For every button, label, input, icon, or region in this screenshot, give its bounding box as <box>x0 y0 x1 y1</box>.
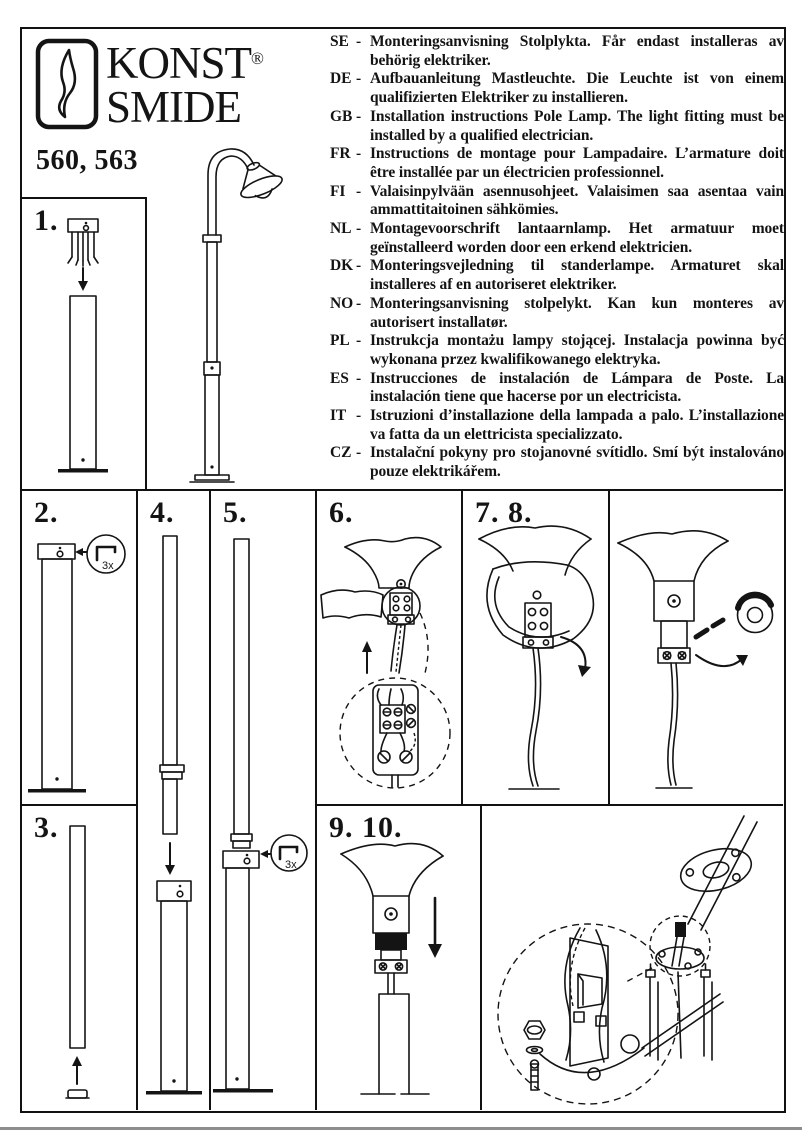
lang-text: Instructions de montage pour Lampadaire. L’armature doit être installée par un électricien professionnel. <box>370 145 784 181</box>
step4-upper-pole-into-base-illustration <box>138 491 207 1108</box>
up-arrow-icon <box>362 641 372 673</box>
down-arrow-icon <box>78 268 88 291</box>
lang-text: Monteringsanvisning Stolplykta. Får endast installeras av behörig elektriker. <box>370 33 784 69</box>
list-item <box>330 257 784 294</box>
panel-step-5 <box>211 489 317 1110</box>
lang-text: Valaisinpylvään asennusohjeet. Valaisimen saa asentaa vain ammattitaitoinen sähkömies. <box>370 182 784 219</box>
separator: - <box>356 182 362 200</box>
anchor-top-magnifier <box>650 916 710 976</box>
step9-10-head-onto-pole-illustration <box>317 806 478 1108</box>
lang-code: IT <box>330 407 347 425</box>
rotate-arrow-icon <box>696 655 748 666</box>
tape-roll-icon <box>696 595 773 637</box>
list-item <box>330 444 784 481</box>
separator: - <box>356 332 362 350</box>
separator: - <box>356 33 362 50</box>
step8-tape-sealing-illustration <box>610 491 783 802</box>
lang-code: DE <box>330 70 352 88</box>
panel-step-7-8 <box>463 489 610 804</box>
list-item <box>330 332 784 369</box>
panel-step-8-taping <box>610 489 783 804</box>
panel-step-3 <box>22 804 138 1110</box>
terminal-detail-magnifier <box>340 678 450 788</box>
left-arrow-icon <box>75 548 86 556</box>
lamp-head <box>345 538 441 588</box>
brand-line2: SMIDE <box>106 82 242 132</box>
step3-pole-plug-illustration <box>22 806 134 1108</box>
pole-lamp-illustration <box>180 135 304 489</box>
lang-text: Instalační pokyny pro stojanovné svítidlo. Smí být instalováno pouze elektrikářem. <box>370 444 784 481</box>
pole-base-section <box>361 994 429 1094</box>
lang-code: GB <box>330 107 353 125</box>
list-item <box>330 145 784 182</box>
step5-pole-joint-fastening-illustration <box>211 491 313 1108</box>
lang-text: Monteringsanvisning stolpelykt. Kan kun monteres av autorisert installatør. <box>370 294 784 331</box>
pole-base-section <box>58 296 108 473</box>
step2-pole-cap-illustration <box>22 491 134 802</box>
lang-text: Aufbauanleitung Mastleuchte. Die Leuchte ist von einem qualifizierten Elektriker zu installieren. <box>370 70 784 107</box>
separator: - <box>356 294 362 312</box>
step-number: 6. <box>329 496 354 529</box>
brand-logo <box>34 37 274 137</box>
taped-band <box>375 933 407 950</box>
step-number: 3. <box>34 811 59 844</box>
shade-band <box>487 562 594 648</box>
shade-band <box>321 590 383 618</box>
allen-key-icon <box>87 535 125 573</box>
panel-step-1 <box>22 197 147 489</box>
lang-code: PL <box>330 332 350 350</box>
step-number: 5. <box>223 496 248 529</box>
lamp-head <box>341 844 443 933</box>
lang-text: Instrukcja montażu lampy stojącej. Instalacja powinna być wykonana przez kwalifikowanego elektryka. <box>370 332 784 368</box>
separator: - <box>356 369 362 387</box>
separator: - <box>356 220 362 238</box>
lang-code: CZ <box>330 444 352 462</box>
allen-key-count: 3x <box>285 859 297 871</box>
end-cap-part <box>66 1090 89 1098</box>
lang-code: NO <box>330 294 354 312</box>
lang-code: NL <box>330 220 352 238</box>
terminal-block <box>658 648 690 663</box>
list-item <box>330 108 784 145</box>
down-arrow-icon <box>428 898 442 958</box>
separator: - <box>356 107 362 125</box>
ground-anchor-part <box>68 219 98 266</box>
panel-step-2 <box>22 489 138 804</box>
separator: - <box>356 145 362 163</box>
anchor-frame <box>642 964 723 1060</box>
lang-code: SE <box>330 33 349 50</box>
allen-key-count: 3x <box>102 560 114 572</box>
panel-step-6 <box>317 489 463 804</box>
step-number: 1. <box>34 204 59 237</box>
list-item <box>330 33 784 70</box>
separator: - <box>356 444 362 462</box>
lang-code: DK <box>330 257 354 275</box>
ground-anchor-wiring-detail-illustration <box>482 806 783 1108</box>
list-item <box>330 407 784 444</box>
step-number: 2. <box>34 496 59 529</box>
down-arrow-icon <box>165 843 175 875</box>
step6-wiring-terminal-illustration <box>317 491 459 802</box>
terminal-block <box>375 960 407 973</box>
lang-code: ES <box>330 369 349 387</box>
step-number: 7. 8. <box>475 496 533 529</box>
left-arrow-icon <box>260 850 270 858</box>
step1-anchor-into-pole-illustration <box>22 199 143 487</box>
lamp-head <box>618 531 728 648</box>
panel-step-9-10 <box>317 804 482 1110</box>
brand-line1: KONST <box>106 38 252 88</box>
separator: - <box>356 70 362 88</box>
lang-code: FR <box>330 145 351 163</box>
list-item <box>330 70 784 107</box>
brand-name <box>106 37 264 137</box>
pole-with-flange <box>676 816 757 930</box>
list-item <box>330 183 784 220</box>
step-number: 9. 10. <box>329 811 403 844</box>
step7-8-shade-mounting-illustration <box>463 491 606 802</box>
step-number: 4. <box>150 496 175 529</box>
separator: - <box>356 257 362 275</box>
list-item <box>330 295 784 332</box>
page-edge-rule <box>0 1127 802 1130</box>
flame-logo-icon <box>34 37 100 131</box>
terminal-block <box>523 591 553 648</box>
wiring-detail-magnifier <box>498 924 678 1104</box>
panel-anchor-detail <box>482 804 783 1110</box>
lamp-shade <box>232 155 286 205</box>
list-item <box>330 370 784 407</box>
separator: - <box>356 407 362 425</box>
lang-text: Monteringsvejledning til standerlampe. Armaturet skal installeres af en autoriseret elektriker. <box>370 257 784 294</box>
registered-mark: ® <box>251 49 264 68</box>
allen-key-icon <box>271 835 307 871</box>
lang-text: Installation instructions Pole Lamp. The light fitting must be installed by a qualified electrician. <box>370 107 784 144</box>
list-item <box>330 220 784 257</box>
panel-step-4 <box>138 489 211 1110</box>
lang-text: Istruzioni d’installazione della lampada a palo. L’installazione va fatta da un elettricista specializzato. <box>370 407 784 443</box>
language-instruction-list <box>330 33 784 482</box>
lang-text: Instrucciones de instalación de Lámpara de Poste. La instalación tiene que hacerse por un electricista. <box>370 369 784 406</box>
model-numbers: 560, 563 <box>36 145 138 176</box>
terminal-block <box>382 587 420 625</box>
lang-text: Montagevoorschrift lantaarnlamp. Het armatuur moet geïnstalleerd worden door een erkend elektricien. <box>370 220 784 256</box>
instruction-sheet-frame <box>20 27 786 1113</box>
up-arrow-icon <box>72 1056 82 1084</box>
lang-code: FI <box>330 182 346 200</box>
